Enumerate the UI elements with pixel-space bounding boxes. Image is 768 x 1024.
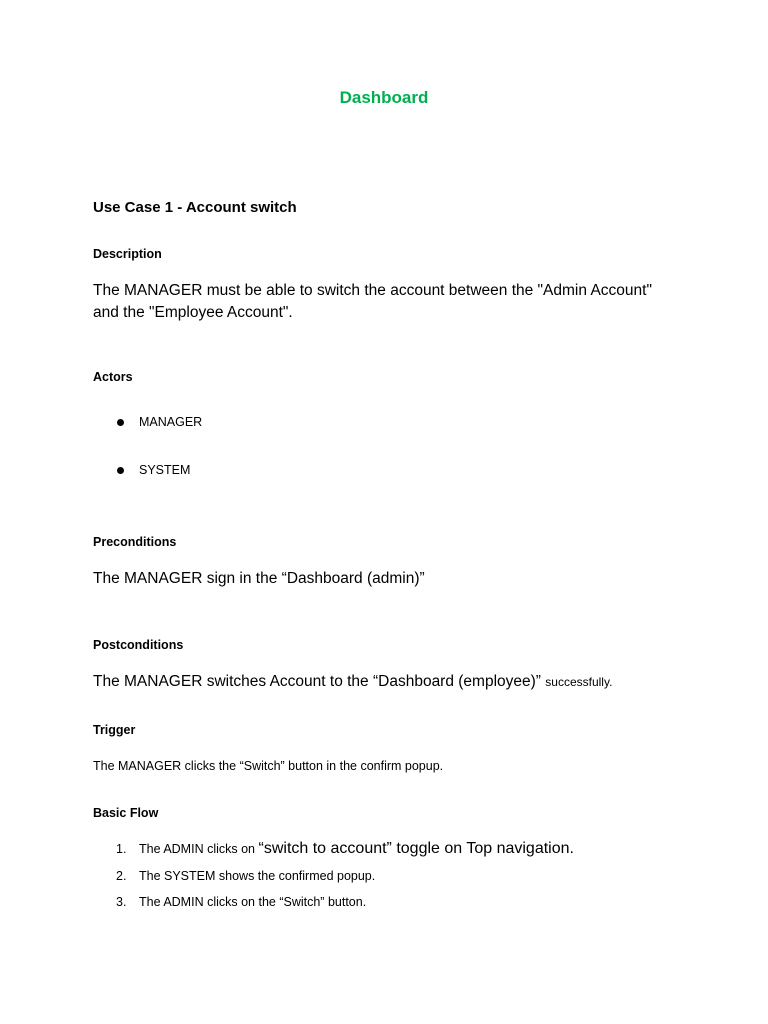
basic-flow-heading: Basic Flow	[93, 806, 159, 820]
postconditions-text	[93, 671, 693, 693]
step-text: The ADMIN clicks on the “Switch” button.	[139, 895, 367, 909]
actors-heading: Actors	[93, 370, 133, 384]
flow-step	[116, 840, 574, 858]
step-text: The SYSTEM shows the confirmed popup.	[139, 869, 376, 883]
actor-item	[117, 415, 202, 429]
step-number: 1.	[116, 842, 127, 856]
trigger-heading: Trigger	[93, 723, 136, 737]
step-number: 2.	[116, 869, 127, 883]
page-title: Dashboard	[339, 88, 429, 107]
step-text-small: The ADMIN clicks on	[139, 842, 256, 856]
description-text: The MANAGER must be able to switch the account between the "Admin Account" and the "Employee Account".	[93, 282, 652, 321]
actor-label: MANAGER	[139, 415, 203, 429]
postconditions-text-main: The MANAGER switches Account to the “Dashboard (employee)”	[93, 673, 541, 690]
postconditions-heading: Postconditions	[93, 638, 184, 652]
use-case-heading: Use Case 1 - Account switch	[93, 199, 297, 216]
postconditions-text-tail: successfully.	[545, 675, 613, 689]
description-heading: Description	[93, 247, 162, 261]
preconditions-text: The MANAGER sign in the “Dashboard (admin)”	[93, 570, 425, 587]
preconditions-heading: Preconditions	[93, 535, 177, 549]
step-text-large: “switch to account” toggle on Top navigation.	[258, 840, 574, 857]
trigger-text: The MANAGER clicks the “Switch” button in the confirm popup.	[93, 759, 444, 773]
actor-label: SYSTEM	[139, 463, 191, 477]
step-number: 3.	[116, 895, 127, 909]
actor-item	[117, 463, 190, 477]
flow-step	[116, 895, 366, 909]
flow-step	[116, 869, 375, 883]
bullet-icon	[117, 419, 124, 426]
bullet-icon	[117, 467, 124, 474]
